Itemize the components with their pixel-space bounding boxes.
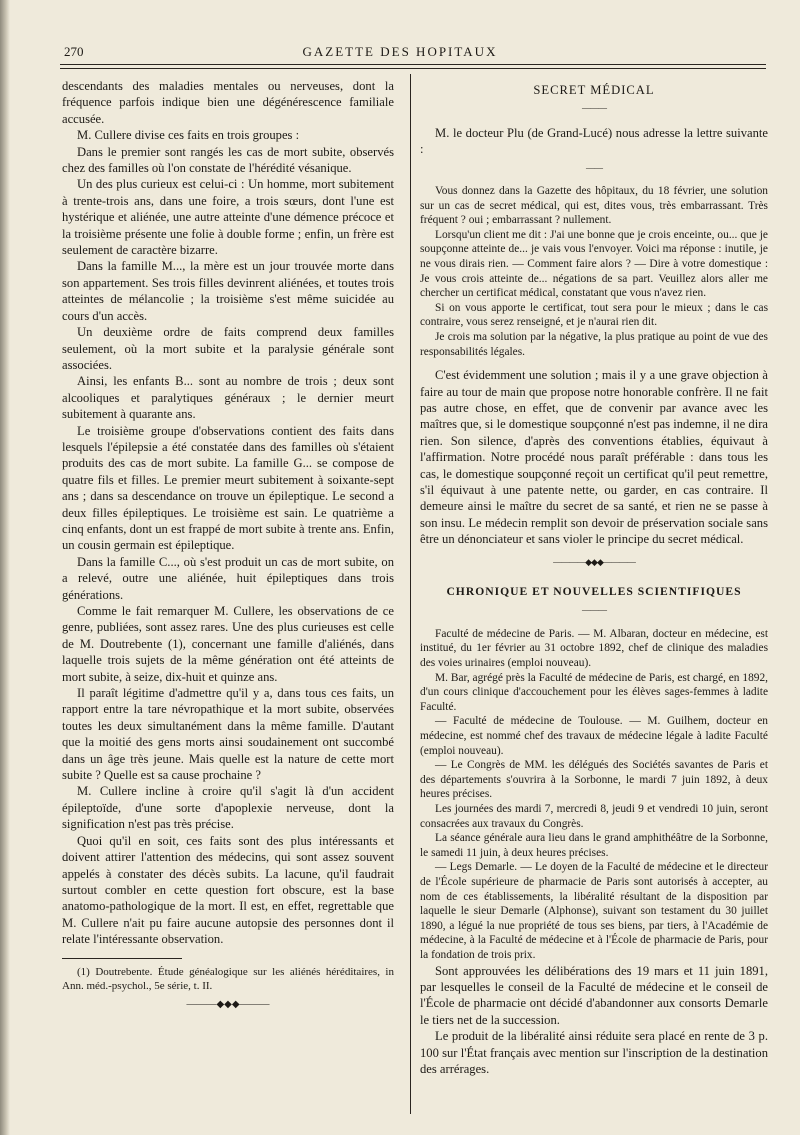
news-item: Le produit de la libéralité ainsi réduite sera placé en rente de 3 p. 100 sur l'État français avec mention sur l'inscription de la destination des arrérages.	[420, 1029, 768, 1076]
letter-paragraph: Lorsqu'un client me dit : J'ai une bonne que je crois enceinte, ou... que je soupçonne atteinte de... je vais vous l'envoyer. Voici ma réponse : inutile, je ne vous dirais rien. — Comment faire alors ? — Dire à votre domestique : Je vous crois atteinte de... négations de sa part. Veuillez alors aller me chercher un certificat médical, constatant que vous n'avez rien.	[420, 228, 768, 300]
news-item: M. Bar, agrégé près la Faculté de médecine de Paris, est chargé, en 1892, d'un cours clinique d'accouchement pour les élèves sages-femmes à ladite Faculté.	[420, 671, 768, 713]
letter-paragraph: Vous donnez dans la Gazette des hôpitaux, du 18 février, une solution sur un cas de secret médical, qui est, dites vous, très embarrassant. Très fréquent ? oui ; embarrassant ? nullement.	[420, 185, 768, 227]
end-ornament: ———◆◆◆———	[186, 998, 270, 1010]
section-title-chronique: CHRONIQUE ET NOUVELLES SCIENTIFIQUES	[446, 585, 742, 599]
news-item: — Legs Demarle. — Le doyen de la Faculté de médecine et le directeur de l'École supérieure de pharmacie de Paris sont autorisés à accepter, au nom de ces établissements, la libéralité résultant de la disposition par laquelle le sieur Demarle (Alphonse), suivant son testament du 30 juillet 1890, a légué la nue propriété de tous ses biens, par tiers, à l'Académie de médecine, à la Faculté de médecine et à l'École de pharmacie de Paris, pour la fondation de trois prix.	[420, 861, 768, 961]
page-number: 270	[64, 44, 84, 59]
paragraph: descendants des maladies mentales ou nerveuses, dont la fréquence parfois indique bien une dégénérescence familiale accusée.	[62, 79, 394, 126]
news-item: Les journées des mardi 7, mercredi 8, jeudi 9 et vendredi 10 juin, seront consacrées aux travaux du Congrès.	[420, 802, 768, 830]
paragraph: Un des plus curieux est celui-ci : Un homme, mort subitement à trente-trois ans, dans une foire, a trois sœurs, dont l'une est hystérique et aliénée, une autre atteinte d'une démence précoce et la troisième présente une folie à double forme ; enfin, un frère est seulement de caractère bizarre.	[62, 177, 394, 258]
header-rule-bottom	[60, 68, 766, 69]
footnote: (1) Doutrebente. Étude généalogique sur les aliénés héréditaires, in Ann. méd.-psychol., 5e série, t. II.	[62, 965, 394, 992]
section-title-secret-medical: SECRET MÉDICAL	[533, 83, 655, 97]
paragraph: Quoi qu'il en soit, ces faits sont des plus intéressants et doivent attirer l'attention des médecins, qui sont assez souvent appelés à constater des décès subits. La lacune, qu'il faudrait surtout combler en cette question fort obscure, est la base anatomo-pathologique de la mort. Il est, en effet, regrettable que M. Cullere n'ait pu faire aucune autopsie des personnes dont il relate l'intéressante observation.	[62, 833, 394, 947]
paragraph: Comme le fait remarquer M. Cullere, les observations de ce genre, publiées, sont assez rares. Une des plus curieuses est celle de M. Doutrebente (1), concernant une famille d'aliénés, dans laquelle trois sujets de la même génération ont été atteints de mort subite, à seize, dix-huit et quinze ans.	[62, 604, 394, 684]
commentary-paragraph: C'est évidemment une solution ; mais il y a une grave objection à faire au tour de main que propose notre honorable confrère. Il ne fait pas autre chose, en effet, que de convenir par avance avec les maîtres que, si le domestique soupçonné n'est pas indemne, il ne dira rien. Son silence, d'après des conventions établies, équivaut à l'affirmation. Notre procédé nous paraît préférable : dans tous les cas, le domestique soupçonné reçoit un certificat qu'il peut remettre, s'il équivaut à une patente nette, ou garder, en cas contraire. Il demeure ainsi le maître du secret de sa santé, et rien ne se passe à son insu. Le médecin remplit son devoir de préservation sociale sans être un dénonciateur et sans violer le principe du secret médical.	[420, 368, 768, 547]
news-item: Sont approuvées les délibérations des 19 mars et 11 juin 1891, par lesquelles le conseil de la Faculté de médecine et le conseil de l'École de pharmacie ont décidé d'abandonner aux consorts Demarle le tiers net de la succession.	[420, 963, 768, 1027]
paragraph: M. Cullere incline à croire qu'il s'agit là d'un accident épileptoïde, d'une sorte d'apoplexie nerveuse, dont la signification n'est pas très précise.	[62, 784, 394, 832]
letter-paragraph: Je crois ma solution par la négative, la plus pratique au point de vue des responsabilités légales.	[420, 330, 768, 358]
left-column	[62, 78, 394, 1013]
paragraph: Il paraît légitime d'admettre qu'il y a, dans tous ces faits, un rapport entre la tare névropathique et la mort subite, observées toutes les deux simultanément dans la même famille. D'autant que la moitié des gens morts ainsi soudainement ont succombé dans un âge très jeune. Mais quelle est la nature de cette mort subite ? Quelle est sa cause prochaine ?	[62, 686, 394, 783]
running-header-title: GAZETTE DES HOPITAUX	[302, 44, 498, 59]
section-intro: M. le docteur Plu (de Grand-Lucé) nous adresse la lettre suivante :	[420, 125, 768, 157]
paragraph: Dans la famille C..., où s'est produit un cas de mort subite, on a relevé, outre une aliénée, huit épileptiques dans trois générations.	[62, 554, 394, 602]
paragraph: Un deuxième ordre de faits comprend deux familles seulement, où la mort subite et la paralysie générale sont associées.	[62, 325, 394, 372]
paragraph: Dans la famille M..., la mère est un jour trouvée morte dans son appartement. Ses trois filles devinrent aliénées, et toutes trois atteintes de mélancolie ; la troisième s'est même suicidée au cours d'un accès.	[62, 259, 394, 323]
letter-ornament: ——	[586, 162, 602, 173]
paragraph: Ainsi, les enfants B... sont au nombre de trois ; deux sont alcooliques et paralytiques généraux ; le dernier meurt subitement à quarante ans.	[62, 374, 394, 422]
news-item: — Faculté de médecine de Toulouse. — M. Guilhem, docteur en médecine, est nommé chef des travaux de médecine légale à ladite Faculté (emploi nouveau).	[420, 715, 768, 757]
news-item: Faculté de médecine de Paris. — M. Albaran, docteur en médecine, est institué, du 1er février au 31 octobre 1892, chef de clinique des maladies des voies urinaires (emploi nouveau).	[420, 627, 768, 670]
footnote-rule	[62, 958, 182, 959]
letter-paragraph: Si on vous apporte le certificat, tout sera pour le mieux ; dans le cas contraire, vous serez renseigné, et je n'aurai rien dit.	[420, 301, 768, 329]
header-rule-top	[60, 64, 766, 65]
news-item: La séance générale aura lieu dans le grand amphithéâtre de la Sorbonne, le samedi 11 juin, à deux heures précises.	[420, 832, 768, 859]
right-column	[420, 78, 768, 1077]
page-spine-shadow	[0, 0, 10, 1135]
paragraph: M. Cullere divise ces faits en trois groupes :	[77, 128, 300, 143]
separator-ornament: ————◆◆◆————	[553, 556, 635, 567]
paragraph: Dans le premier sont rangés les cas de mort subite, observés chez des familles où l'on constate de l'hérédité vésanique.	[62, 144, 394, 176]
paragraph: Le troisième groupe d'observations contient des faits dans lesquels l'épilepsie a été constatée dans des familles où s'étaient produits des cas de mort subite. La famille G... se compose de quatre fils et filles. Le premier meurt subitement à soixante-sept ans ; dans sa descendance on trouve un épileptique. Le second a deux filles épileptiques. Le troisième est sain. Le quatrième a cinq enfants, dont un est frappé de mort subite à trente ans. Enfin, un cousin germain est épileptique.	[62, 423, 394, 553]
column-divider	[410, 74, 411, 1114]
section-ornament: ———	[582, 605, 606, 616]
news-item: — Le Congrès de MM. les délégués des Sociétés savantes de Paris et des départements s'ouvrira à la Sorbonne, le mardi 7 juin 1892, à deux heures précises.	[420, 759, 768, 801]
section-ornament: ———	[582, 103, 606, 114]
